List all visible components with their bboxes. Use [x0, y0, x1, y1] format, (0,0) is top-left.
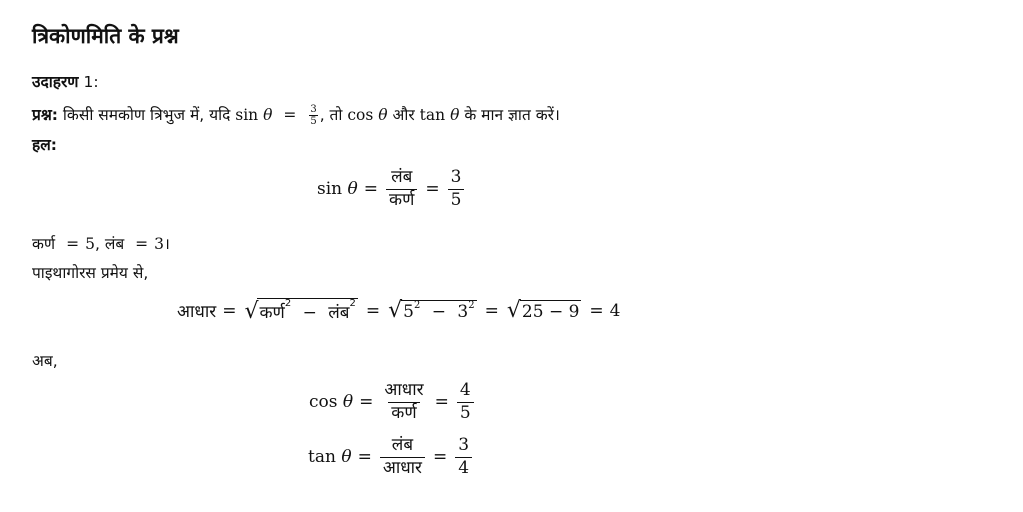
- eq1-value-den: 5: [448, 189, 465, 211]
- eq2-r1-b: लंब: [328, 303, 350, 323]
- eq3-ratio-num: आधार: [384, 380, 424, 400]
- question-theta-3: θ: [450, 106, 460, 124]
- question-fraction: [309, 104, 317, 127]
- values-perp-label: लंब: [104, 235, 125, 253]
- eq2-equals-3: =: [484, 300, 499, 321]
- eq2-r1-b-exp: 2: [349, 298, 356, 309]
- values-sep: ,: [94, 235, 100, 253]
- question-equals: =: [283, 106, 297, 124]
- eq4-ratio-den: आधार: [380, 457, 425, 479]
- example-heading: [32, 70, 99, 92]
- eq4-equals-2: =: [433, 447, 448, 468]
- eq1-ratio-num: लंब: [391, 167, 413, 187]
- eq2-equals: =: [222, 300, 237, 321]
- eq2-sqrt-1-body: [257, 298, 357, 323]
- question-theta-2: θ: [378, 106, 388, 124]
- eq3-var: θ: [342, 392, 354, 413]
- question-label: प्रश्न:: [32, 106, 58, 124]
- page-title: त्रिकोणमिति के प्रश्न: [32, 24, 179, 48]
- question-sin: sin: [235, 106, 259, 124]
- eq2-r2-b-exp: 2: [468, 299, 475, 311]
- eq4-fn: tan: [308, 447, 336, 468]
- example-number: 1:: [83, 73, 99, 91]
- eq3-equals: =: [359, 392, 374, 413]
- eq2-sqrt-2-body: [401, 300, 476, 322]
- eq2-r1-minus: −: [302, 303, 317, 323]
- eq2-r2-b: 3: [457, 301, 469, 322]
- values-line: [32, 232, 170, 254]
- eq1-value-fraction: [448, 168, 465, 210]
- eq2-r2-minus: −: [431, 301, 447, 322]
- eq4-var: θ: [341, 447, 352, 468]
- equation-base: [177, 298, 620, 323]
- sqrt-symbol-icon: √: [506, 297, 521, 323]
- eq3-equals-2: =: [434, 392, 449, 413]
- eq4-ratio-fraction: [380, 436, 425, 478]
- question-text-to: , तो: [319, 106, 343, 124]
- eq4-value-num: 3: [458, 435, 470, 455]
- eq2-sqrt-3-body: 25 − 9: [521, 301, 580, 322]
- eq4-equals: =: [357, 447, 372, 468]
- eq2-equals-2: =: [365, 300, 381, 321]
- equation-cos: [309, 381, 476, 423]
- solution-label: हल:: [32, 136, 57, 154]
- question-fraction-den: 5: [310, 116, 317, 127]
- question-cos: cos: [347, 106, 374, 124]
- eq3-fn: cos: [309, 392, 338, 413]
- equation-tan: [308, 436, 474, 478]
- eq1-equals-2: =: [425, 179, 440, 200]
- values-hyp-value: 5: [85, 235, 95, 253]
- eq4-ratio-num: लंब: [391, 435, 414, 455]
- sqrt-symbol-icon: √: [244, 299, 259, 324]
- eq2-r1-a-exp: 2: [284, 298, 292, 309]
- sqrt-symbol-icon: √: [388, 297, 403, 323]
- example-label: उदाहरण: [32, 73, 79, 91]
- values-hyp-label: कर्ण: [32, 235, 56, 253]
- eq1-value-num: 3: [450, 167, 462, 187]
- eq3-value-num: 4: [459, 380, 471, 400]
- question-line: [32, 103, 560, 127]
- question-theta: θ: [263, 106, 273, 124]
- eq1-equals: =: [363, 179, 379, 200]
- eq2-r2-a: 5: [403, 301, 414, 322]
- eq3-ratio-den: कर्ण: [388, 402, 419, 424]
- eq2-equals-4: =: [589, 300, 604, 321]
- equation-sin: [317, 168, 466, 210]
- eq1-ratio-fraction: [386, 168, 417, 210]
- values-eq-2: =: [135, 235, 149, 253]
- eq2-sqrt-1: [244, 298, 357, 323]
- eq4-value-fraction: [455, 436, 472, 478]
- eq3-ratio-fraction: [381, 381, 426, 423]
- values-eq-1: =: [66, 235, 80, 253]
- values-end: ।: [164, 235, 170, 253]
- question-and: और: [392, 106, 415, 124]
- eq2-sqrt-2: [388, 297, 477, 323]
- eq1-var: θ: [347, 179, 358, 200]
- eq2-r2-a-exp: 2: [413, 299, 421, 311]
- eq2-result: 4: [609, 300, 621, 321]
- eq4-value-den: 4: [455, 457, 472, 479]
- pythagoras-line: पाइथागोरस प्रमेय से,: [32, 264, 149, 282]
- question-text-pre: किसी समकोण त्रिभुज में, यदि: [62, 106, 231, 124]
- question-tan: tan: [419, 106, 446, 124]
- question-fraction-num: 3: [310, 104, 317, 115]
- eq1-ratio-den: कर्ण: [386, 189, 417, 211]
- eq2-lhs: आधार: [177, 302, 217, 322]
- eq2-r1-a: कर्ण: [259, 303, 285, 323]
- question-text-post: के मान ज्ञात करें।: [464, 106, 560, 124]
- now-line: अब,: [32, 352, 58, 370]
- eq1-fn: sin: [317, 179, 343, 200]
- values-perp-value: 3: [154, 235, 164, 253]
- eq3-value-fraction: [457, 381, 474, 423]
- eq2-sqrt-3: [506, 297, 582, 323]
- eq3-value-den: 5: [457, 402, 474, 424]
